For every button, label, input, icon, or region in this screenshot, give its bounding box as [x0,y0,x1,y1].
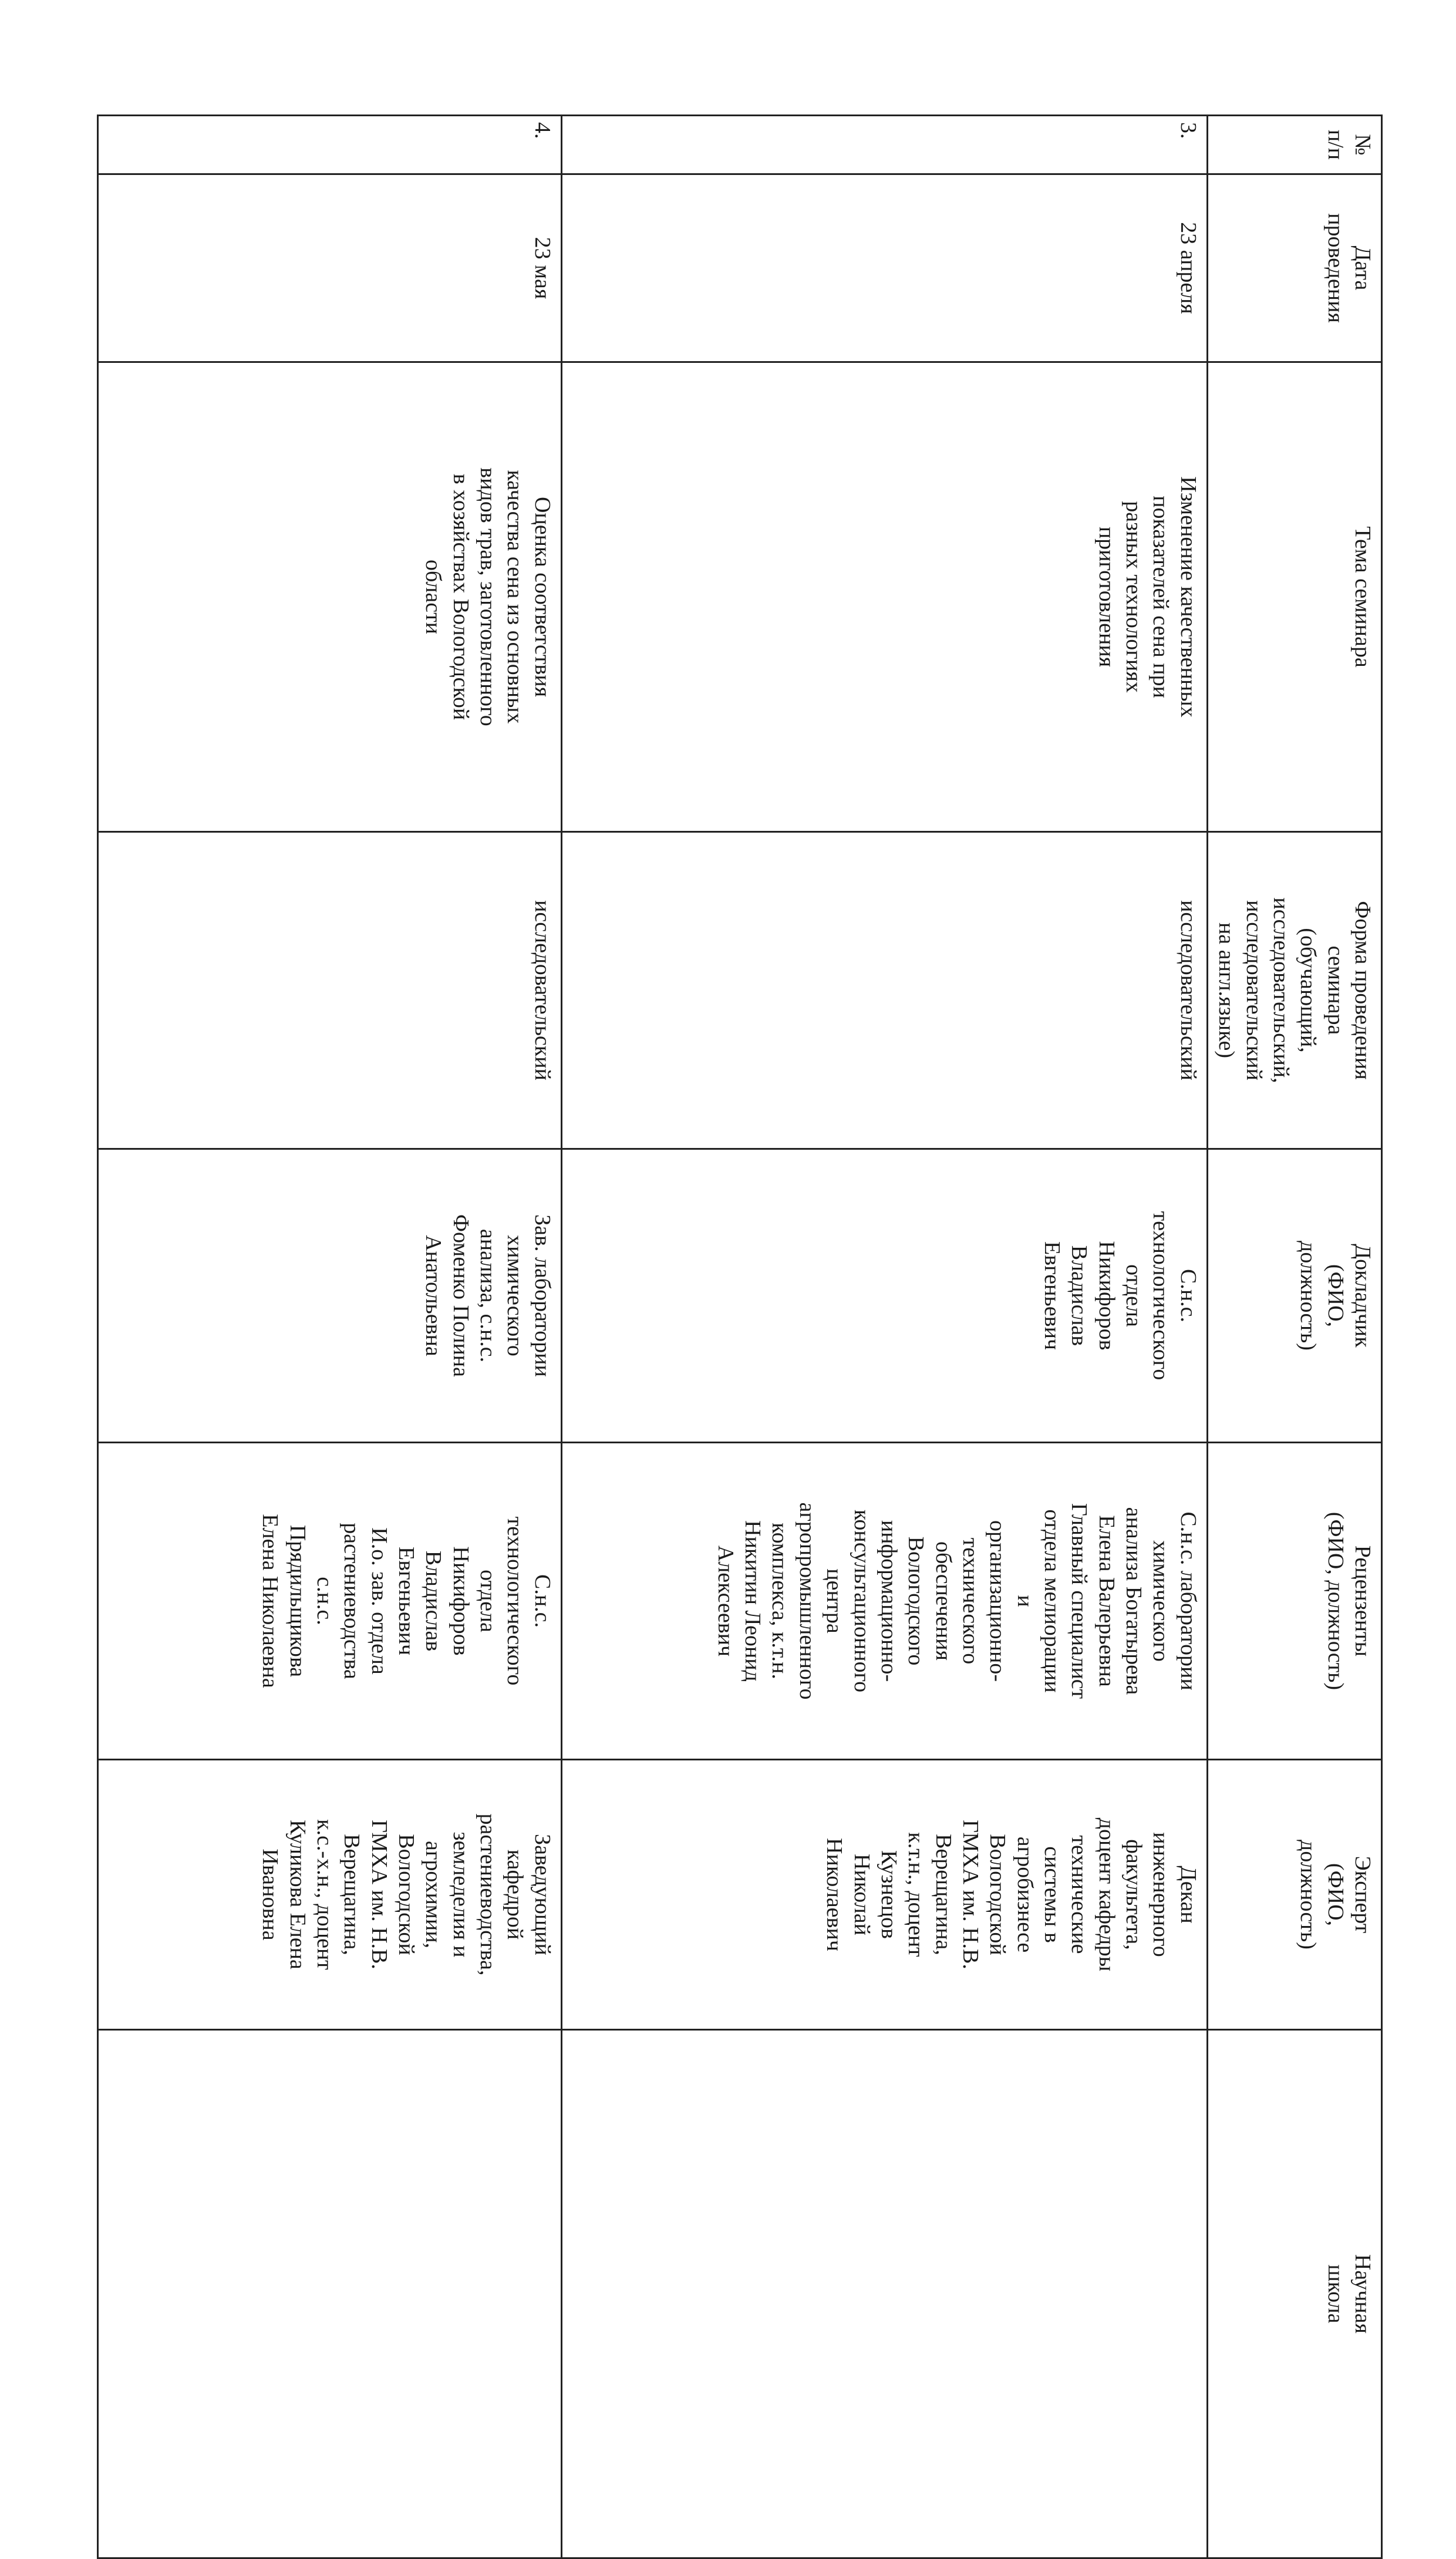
header-school [1207,2030,1381,2558]
cell-line: Ивановна [258,1848,283,1941]
cell-line: Тема семинара [1350,526,1375,668]
cell-line: обеспечения [931,1541,956,1661]
cell-line: С.н.с. [530,1574,555,1628]
cell-line: видов трав, заготовленного [476,467,501,726]
cell-line: области [421,559,446,635]
cell-line: Заведующий [530,1834,555,1955]
cell-line: Зав. лаборатории [530,1214,555,1377]
cell-line: приготовления [1094,526,1119,668]
cell-line: земледелия и [448,1831,473,1958]
cell-line: Оценка соответствия [530,496,555,698]
cell-line: Вологодской [394,1834,419,1955]
cell-school [98,2030,562,2558]
cell-line: Докладчик [1350,1244,1375,1348]
cell-line: химического [1148,1540,1174,1662]
cell-expert [98,1760,562,2030]
cell-line: (ФИО, [1323,1264,1348,1328]
header-num [1207,116,1381,174]
cell-line: С.н.с. лаборатории [1175,1511,1201,1691]
header-topic [1207,362,1381,832]
seminar-schedule-table [97,115,1383,2559]
cell-line: Главный специалист [1067,1503,1092,1699]
cell-reviewers [98,1443,562,1760]
cell-line: доцент кафедры [1094,1817,1119,1972]
cell-line: инженерного [1148,1832,1174,1957]
cell-line: агропромышленного [794,1502,820,1700]
cell-line: Елена Николаевна [258,1514,283,1688]
cell-line: должность) [1296,1241,1321,1351]
cell-line: организационно- [985,1520,1010,1682]
cell-line: п/п [1323,129,1348,160]
cell-line: Верещагина, [931,1834,956,1955]
cell-line: исследовательский, [1268,897,1293,1083]
cell-line: Рецензенты [1350,1545,1375,1657]
cell-line: Фоменко Полина [448,1214,473,1378]
cell-line: анализа, с.н.с. [476,1228,501,1363]
cell-line: отдела мелиорации [1040,1509,1065,1693]
cell-line: Владислав [421,1550,446,1652]
cell-line: анализа Богатырева [1121,1507,1147,1695]
cell-line: Никифоров [1094,1241,1119,1351]
cell-line: ГМХА им. Н.В. [366,1820,392,1969]
cell-line: И.о. зав. отдела [366,1527,392,1675]
cell-line: Никитин Леонид [740,1520,766,1682]
cell-line: Николай [849,1854,874,1935]
cell-line: агрохимии, [421,1840,446,1949]
cell-speaker [561,1149,1207,1443]
cell-line: Анатольевна [421,1235,446,1356]
cell-line: С.н.с. [1175,1268,1201,1323]
cell-line: химического [503,1235,528,1356]
cell-num: 3. [561,116,1207,174]
cell-line: центра [822,1568,847,1634]
cell-line: исследовательский [1241,900,1266,1080]
header-expert [1207,1760,1381,2030]
header-date [1207,174,1381,362]
cell-line: Эксперт [1350,1856,1375,1934]
cell-topic [98,362,562,832]
header-row [1207,116,1381,2558]
header-reviewers [1207,1443,1381,1760]
cell-line: Никифоров [448,1546,473,1656]
cell-line: (ФИО, [1323,1863,1348,1927]
cell-form: исследовательский [98,832,562,1149]
cell-line: Вологодского [904,1536,929,1666]
cell-line: семинара [1323,945,1348,1035]
cell-line: Дата [1350,245,1375,291]
cell-line: ГМХА им. Н.В. [958,1820,983,1969]
cell-line: (обучающий, [1296,928,1321,1053]
cell-line: Прядильщикова [285,1524,310,1678]
cell-line: Изменение качественных [1175,476,1201,718]
cell-line: отдела [476,1570,501,1632]
cell-line: технические [1067,1835,1092,1954]
table-row [98,116,562,2558]
cell-line: Кузнецов [876,1850,901,1939]
cell-form: исследовательский [561,832,1207,1149]
table-row [561,116,1207,2558]
cell-line: Форма проведения [1350,901,1375,1080]
cell-date: 23 апреля [561,174,1207,362]
cell-line: Елена Валерьевна [1094,1515,1119,1687]
cell-line: с.н.с. [312,1577,337,1625]
cell-line: Куликова Елена [285,1820,310,1969]
cell-line: должность) [1296,1840,1321,1949]
cell-school [561,2030,1207,2558]
cell-line: растениеводства, [476,1813,501,1976]
cell-num: 4. [98,116,562,174]
cell-line: Николаевич [822,1838,847,1951]
cell-reviewers [561,1443,1207,1760]
header-form [1207,832,1381,1149]
cell-line: № [1350,134,1375,156]
cell-line: качества сена из основных [503,470,528,724]
cell-line: проведения [1323,213,1348,323]
cell-line: показателей сена при [1148,496,1174,698]
cell-line: технологического [503,1516,528,1686]
cell-line: технологического [1148,1211,1174,1380]
cell-line: Верещагина, [339,1834,365,1955]
cell-line: информационно- [876,1520,901,1682]
cell-line: на англ.языке) [1214,922,1239,1059]
cell-speaker [98,1149,562,1443]
cell-line: к.с.-х.н., доцент [312,1819,337,1970]
cell-line: технического [958,1537,983,1665]
cell-line: Владислав [1067,1245,1092,1346]
cell-line: (ФИО, должность) [1323,1511,1348,1691]
cell-line: консультационного [849,1509,874,1693]
rotated-page-content [97,115,1383,2334]
cell-line: системы в [1040,1846,1065,1943]
cell-line: и [1012,1595,1037,1607]
cell-line: отдела [1121,1264,1147,1327]
cell-line: школа [1323,2264,1348,2324]
cell-line: растениеводства [339,1523,365,1679]
cell-line: разных технологиях [1121,501,1147,693]
cell-line: в хозяйствах Вологодской [448,473,473,720]
cell-line: факультета, [1121,1839,1147,1950]
cell-topic [561,362,1207,832]
cell-line: Алексеевич [713,1545,738,1657]
cell-line: комплекса, к.т.н. [767,1523,793,1679]
cell-expert [561,1760,1207,2030]
cell-line: Научная [1350,2254,1375,2334]
cell-line: Декан [1175,1866,1201,1924]
cell-line: Евгеньевич [1040,1241,1065,1351]
cell-line: Вологодской [985,1834,1010,1955]
header-speaker [1207,1149,1381,1443]
cell-line: Евгеньевич [394,1546,419,1656]
cell-line: агробизнесе [1012,1836,1037,1953]
cell-date: 23 мая [98,174,562,362]
cell-line: к.т.н., доцент [904,1832,929,1957]
cell-line: кафедрой [503,1849,528,1940]
